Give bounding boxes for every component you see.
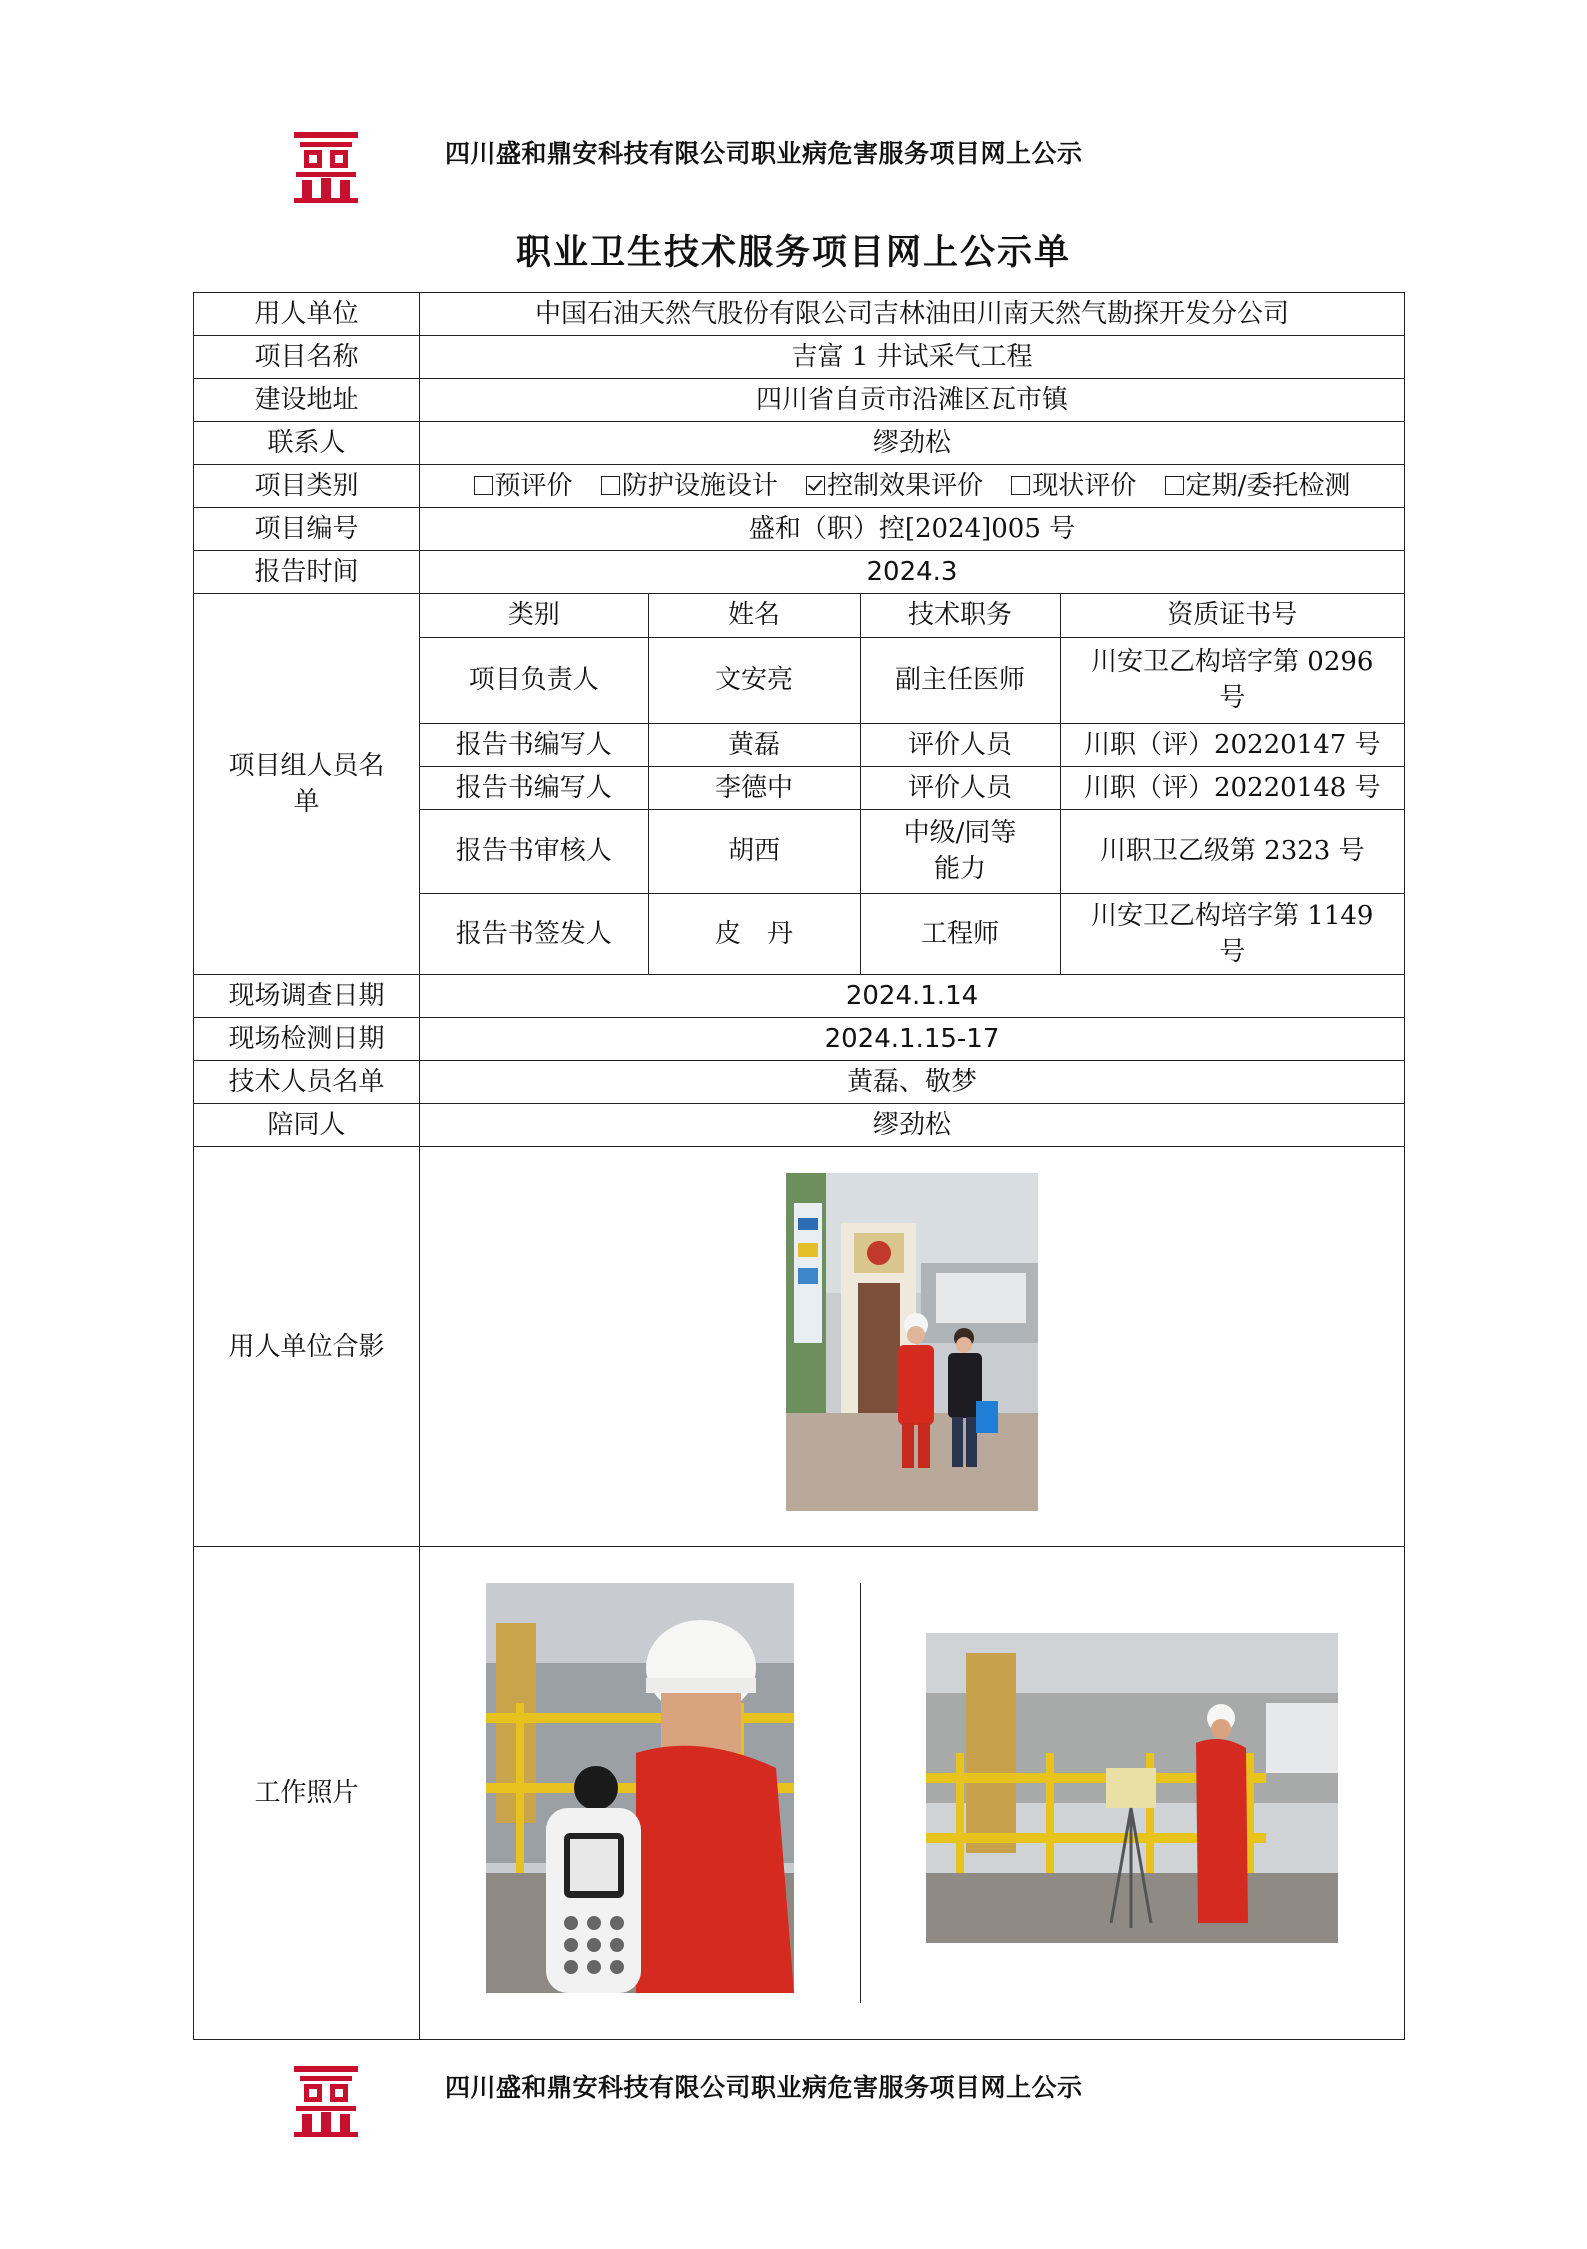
test-date-label: 现场检测日期 xyxy=(194,1018,420,1061)
row-employer xyxy=(194,293,1405,336)
escort-value: 缪劲松 xyxy=(420,1104,1405,1147)
team-row xyxy=(420,809,1404,893)
work-photos-table xyxy=(420,1583,1404,2003)
member-cert: 川职（评）20220147 号 xyxy=(1060,723,1404,766)
category-option[interactable] xyxy=(1165,471,1351,501)
member-cert: 川安卫乙构培字第 1149 号 xyxy=(1060,893,1404,974)
team-header: 技术职务 xyxy=(860,594,1060,637)
team-label: 项目组人员名单 xyxy=(194,594,420,975)
category-label: 项目类别 xyxy=(194,465,420,508)
category-option[interactable] xyxy=(474,471,573,501)
employer-label: 用人单位 xyxy=(194,293,420,336)
team-row xyxy=(420,723,1404,766)
row-project-no xyxy=(194,508,1405,551)
survey-date-value: 2024.1.14 xyxy=(420,975,1405,1018)
row-category xyxy=(194,465,1405,508)
member-role: 报告书审核人 xyxy=(420,809,648,893)
notice-table xyxy=(193,292,1405,2040)
work-photo-cell xyxy=(420,1583,860,2003)
team-table xyxy=(420,594,1404,974)
category-option-label: 预评价 xyxy=(494,471,573,501)
member-name: 皮 丹 xyxy=(648,893,860,974)
escort-label: 陪同人 xyxy=(194,1104,420,1147)
member-role: 项目负责人 xyxy=(420,637,648,723)
member-role: 报告书签发人 xyxy=(420,893,648,974)
member-cert: 川职卫乙级第 2323 号 xyxy=(1060,809,1404,893)
category-option-label: 定期/委托检测 xyxy=(1185,471,1351,501)
category-option-label: 控制效果评价 xyxy=(827,471,984,501)
category-option[interactable] xyxy=(806,471,983,501)
address-label: 建设地址 xyxy=(194,379,420,422)
work-photos-label: 工作照片 xyxy=(194,1547,420,2040)
sampling-photo-image xyxy=(926,1633,1338,1943)
sound-meter-photo-image xyxy=(486,1583,794,1993)
member-title: 评价人员 xyxy=(860,766,1060,809)
team-row xyxy=(420,766,1404,809)
company-logo-icon xyxy=(290,2062,362,2138)
row-contact xyxy=(194,422,1405,465)
work-photos-cell xyxy=(420,1547,1405,2040)
team-header-row xyxy=(420,594,1404,637)
category-option[interactable] xyxy=(1011,471,1136,501)
header-company-name: 四川盛和鼎安科技有限公司职业病危害服务项目网上公示 xyxy=(445,139,1083,168)
row-project-name xyxy=(194,336,1405,379)
member-title: 工程师 xyxy=(860,893,1060,974)
checked-checkbox-icon[interactable] xyxy=(806,476,825,495)
report-time-label: 报告时间 xyxy=(194,551,420,594)
team-cell xyxy=(420,594,1405,975)
member-title: 副主任医师 xyxy=(860,637,1060,723)
project-name-label: 项目名称 xyxy=(194,336,420,379)
page-footer xyxy=(290,2052,1190,2142)
member-cert: 川安卫乙构培字第 0296 号 xyxy=(1060,637,1404,723)
team-row xyxy=(420,893,1404,974)
row-work-photos xyxy=(194,1547,1405,2040)
document-title: 职业卫生技术服务项目网上公示单 xyxy=(515,232,1071,273)
member-title: 评价人员 xyxy=(860,723,1060,766)
project-no-value: 盛和（职）控[2024]005 号 xyxy=(420,508,1405,551)
row-staff xyxy=(194,1061,1405,1104)
row-test-date xyxy=(194,1018,1405,1061)
work-photo-cell xyxy=(860,1583,1404,2003)
member-name: 文安亮 xyxy=(648,637,860,723)
member-name: 胡西 xyxy=(648,809,860,893)
team-header: 姓名 xyxy=(648,594,860,637)
category-options xyxy=(420,465,1405,508)
member-cert: 川职（评）20220148 号 xyxy=(1060,766,1404,809)
contact-label: 联系人 xyxy=(194,422,420,465)
group-photo-image xyxy=(786,1173,1038,1511)
member-role: 报告书编写人 xyxy=(420,766,648,809)
member-name: 黄磊 xyxy=(648,723,860,766)
team-header: 资质证书号 xyxy=(1060,594,1404,637)
group-photo-label: 用人单位合影 xyxy=(194,1147,420,1547)
category-option[interactable] xyxy=(601,471,778,501)
staff-label: 技术人员名单 xyxy=(194,1061,420,1104)
category-option-label: 防护设施设计 xyxy=(621,471,778,501)
address-value: 四川省自贡市沿滩区瓦市镇 xyxy=(420,379,1405,422)
row-group-photo xyxy=(194,1147,1405,1547)
checkbox-icon[interactable] xyxy=(601,476,620,495)
checkbox-icon[interactable] xyxy=(474,476,493,495)
group-photo-cell xyxy=(420,1147,1405,1547)
row-address xyxy=(194,379,1405,422)
member-role: 报告书编写人 xyxy=(420,723,648,766)
company-logo-icon xyxy=(290,128,362,204)
employer-value: 中国石油天然气股份有限公司吉林油田川南天然气勘探开发分公司 xyxy=(420,293,1405,336)
member-name: 李德中 xyxy=(648,766,860,809)
survey-date-label: 现场调查日期 xyxy=(194,975,420,1018)
report-time-value: 2024.3 xyxy=(420,551,1405,594)
footer-company-name: 四川盛和鼎安科技有限公司职业病危害服务项目网上公示 xyxy=(445,2073,1083,2102)
test-date-value: 2024.1.15-17 xyxy=(420,1018,1405,1061)
category-option-label: 现状评价 xyxy=(1032,471,1137,501)
row-report-time xyxy=(194,551,1405,594)
project-no-label: 项目编号 xyxy=(194,508,420,551)
member-title: 中级/同等能力 xyxy=(860,809,1060,893)
project-name-value: 吉富 1 井试采气工程 xyxy=(420,336,1405,379)
row-survey-date xyxy=(194,975,1405,1018)
contact-value: 缪劲松 xyxy=(420,422,1405,465)
checkbox-icon[interactable] xyxy=(1011,476,1030,495)
page-header xyxy=(290,118,1190,208)
row-team xyxy=(194,594,1405,975)
staff-value: 黄磊、敬梦 xyxy=(420,1061,1405,1104)
team-header: 类别 xyxy=(420,594,648,637)
checkbox-icon[interactable] xyxy=(1165,476,1184,495)
row-escort xyxy=(194,1104,1405,1147)
team-row xyxy=(420,637,1404,723)
